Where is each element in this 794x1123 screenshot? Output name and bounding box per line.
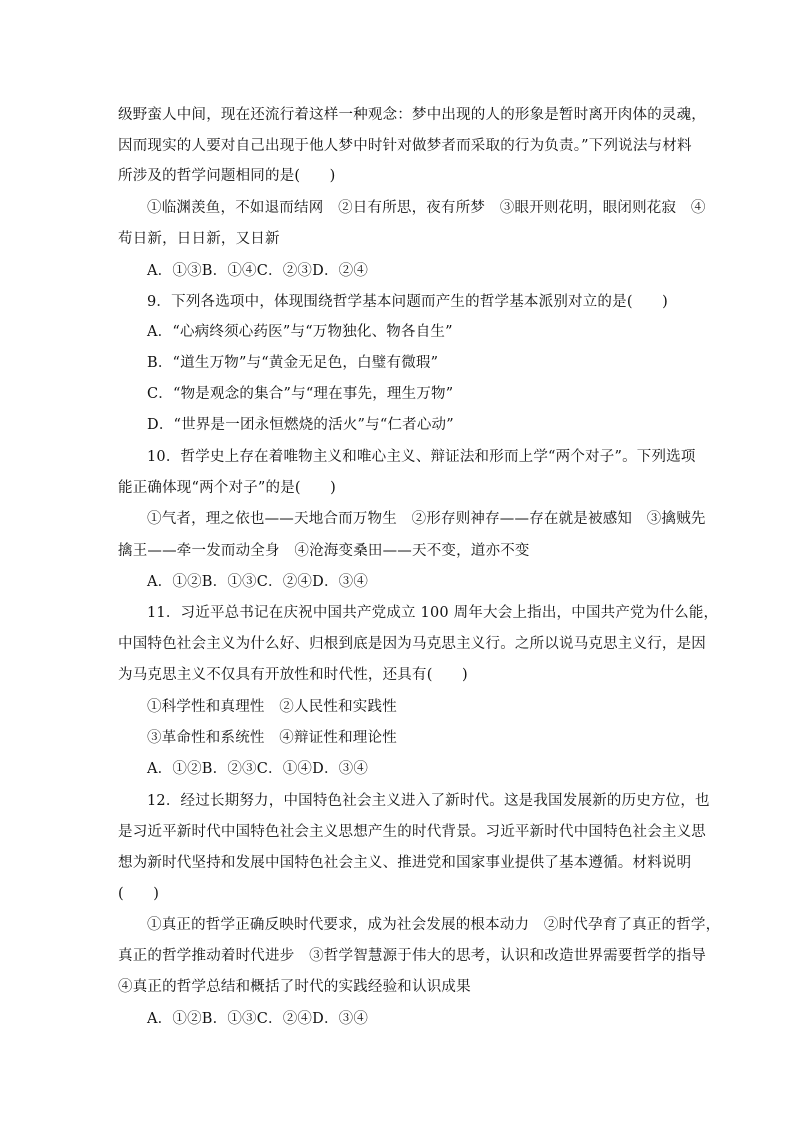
q12-stem-line-2: 是习近平新时代中国特色社会主义思想产生的时代背景。习近平新时代中国特色社会主义思	[118, 824, 706, 840]
q10-stem-line-1: 10．哲学史上存在着唯物主义和唯心主义、辩证法和形而上学“两个对子”。下列选项	[147, 449, 696, 465]
q8-items-line-1: ①临渊羡鱼，不如退而结网 ②日有所思，夜有所梦 ③眼开则花明，眼闭则花寂 ④	[147, 200, 706, 216]
q12-stem-line-3: 想为新时代坚持和发展中国特色社会主义、推进党和国家事业提供了基本遵循。材料说明	[118, 855, 692, 871]
q12-stem-line-1: 12．经过长期努力，中国特色社会主义进入了新时代。这是我国发展新的历史方位，也	[147, 793, 710, 809]
q12-items-line-3: ④真正的哲学总结和概括了时代的实践经验和认识成果	[118, 979, 471, 995]
q11-stem-line-1: 11．习近平总书记在庆祝中国共产党成立 100 周年大会上指出，中国共产党为什么能，	[147, 605, 719, 621]
q10-items-line-1: ①气者，理之依也——天地合而万物生 ②形存则神存——存在就是被感知 ③擒贼先	[147, 511, 706, 527]
q10-stem-line-2: 能正确体现“两个对子”的是( )	[118, 480, 337, 496]
q8-stem-line-1: 级野蛮人中间，现在还流行着这样一种观念：梦中出现的人的形象是暂时离开肉体的灵魂，	[118, 107, 706, 123]
q11-stem-line-2: 中国特色社会主义为什么好、归根到底是因为马克思主义行。之所以说马克思主义行，是因	[118, 636, 706, 652]
q10-options: A．①②B．①③C．②④D．③④	[147, 574, 369, 590]
q8-options: A．①③B．①④C．②③D．②④	[147, 263, 369, 279]
q11-items-line-2: ③革命性和系统性 ④辩证性和理论性	[147, 730, 397, 746]
q9-option-c: C．“物是观念的集合”与“理在事先，理生万物”	[147, 386, 454, 402]
q10-items-line-2: 擒王——牵一发而动全身 ④沧海变桑田——天不变，道亦不变	[118, 543, 530, 559]
q8-stem-line-3: 所涉及的哲学问题相同的是( )	[118, 168, 336, 184]
q12-stem-line-4: ( )	[118, 886, 160, 902]
q12-options: A．①②B．①③C．②④D．③④	[147, 1011, 369, 1027]
q12-items-line-2: 真正的哲学推动着时代进步 ③哲学智慧源于伟大的思考，认识和改造世界需要哲学的指导	[118, 948, 706, 964]
q8-items-line-2: 苟日新，日日新，又日新	[118, 231, 280, 247]
q9-option-b: B．“道生万物”与“黄金无足色，白璧有微瑕”	[147, 355, 439, 371]
q11-options: A．①②B．②③C．①④D．③④	[147, 761, 369, 777]
q11-items-line-1: ①科学性和真理性 ②人民性和实践性	[147, 699, 397, 715]
q11-stem-line-3: 为马克思主义不仅具有开放性和时代性，还具有( )	[118, 667, 468, 683]
q8-stem-line-2: 因而现实的人要对自己出现于他人梦中时针对做梦者而采取的行为负责。”下列说法与材料	[118, 138, 692, 154]
q9-option-a: A．“心病终须心药医”与“万物独化、物各自生”	[147, 324, 453, 340]
q9-option-d: D．“世界是一团永恒燃烧的活火”与“仁者心动”	[147, 417, 454, 433]
q12-items-line-1: ①真正的哲学正确反映时代要求，成为社会发展的根本动力 ②时代孕育了真正的哲学，	[147, 917, 721, 933]
q9-stem: 9．下列各选项中，体现围绕哲学基本问题而产生的哲学基本派别对立的是( )	[147, 294, 668, 310]
